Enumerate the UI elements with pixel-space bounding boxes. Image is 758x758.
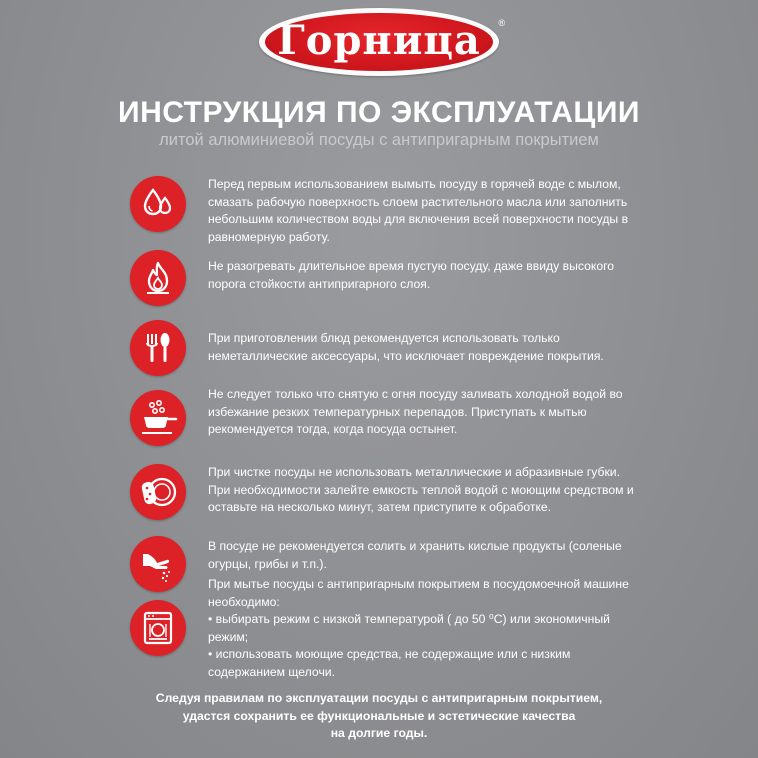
brand-logo-badge xyxy=(265,13,493,71)
instruction-text: При приготовлении блюд рекомендуется использовать только неметаллические аксессуары, что исключает повреждение покрытия. xyxy=(208,331,604,363)
page-title: ИНСТРУКЦИЯ ПО ЭКСПЛУАТАЦИИ xyxy=(118,96,640,129)
instruction-text: Не разогревать длительное время пустую посуду, даже ввиду высокого порога стойкости антипригарного слоя. xyxy=(208,259,615,291)
instruction-text: Перед первым использованием вымыть посуду в горячей воде с мылом, смазать рабочую поверхность слоем растительного масла или заполнить небольшим количеством воды для включения всей поверхности посуды в равномерную работу. xyxy=(208,177,629,244)
hot-pan-icon xyxy=(130,390,186,446)
instruction-text: В посуде не рекомендуется солить и хранить кислые продукты (соленые огурцы, грибы и т.п.). xyxy=(208,539,622,571)
registered-mark: ® xyxy=(498,18,505,28)
brand-logo xyxy=(259,8,505,76)
brand-logo-wrap xyxy=(0,8,758,76)
instruction-text: Не следует только что снятую с огня посуду заливать холодной водой во избежание резких температурных перепадов. Приступать к мытью рекомендуется тогда, когда посуда остынет. xyxy=(208,387,623,436)
flame-icon xyxy=(130,250,186,306)
water-drops-icon xyxy=(130,176,186,232)
dishwasher-icon xyxy=(130,600,186,656)
salt-hand-icon xyxy=(130,536,186,592)
brand-name: Горница xyxy=(277,17,481,64)
footer-line: на долгие годы. xyxy=(330,726,428,740)
instruction-intro: При мытье посуды с антипригарным покрытием в посудомоечной машине необходимо: xyxy=(208,577,629,609)
footer-note xyxy=(0,690,758,743)
instruction-bullet: • использовать моющие средства, не содержащие или с низким содержанием щелочи. xyxy=(208,647,571,679)
footer-line: Следуя правилам по эксплуатации посуды с антипригарным покрытием, xyxy=(155,691,603,705)
sponge-plate-icon xyxy=(130,464,186,520)
footer-line: удастся сохранить ее функциональные и эстетические качества xyxy=(182,708,576,723)
instruction-text: При чистке посуды не использовать металлические и абразивные губки. При необходимости залейте емкость теплой водой с моющим средством и оставьте на несколько минут, затем приступите к обработке. xyxy=(208,465,634,514)
fork-spoon-icon xyxy=(130,320,186,376)
instruction-bullet: • выбирать режим с низкой температурой ( до 50 ⁰C) или экономичный режим; xyxy=(208,612,610,644)
page-subtitle: литой алюминиевой посуды с антипригарным покрытием xyxy=(159,131,599,149)
